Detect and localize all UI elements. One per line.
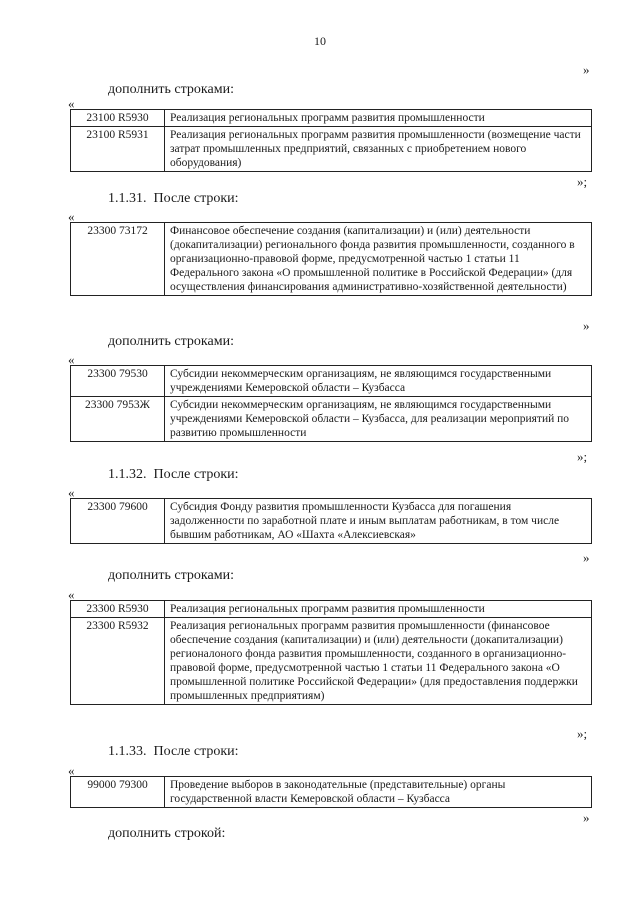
code-cell: 23100 R5931	[71, 127, 165, 172]
open-quote: «	[68, 352, 75, 367]
close-quote: »;	[577, 726, 588, 741]
close-quote: »	[583, 550, 590, 565]
codes-table	[70, 600, 592, 705]
section-title: После строки:	[153, 467, 239, 482]
description-cell: Реализация региональных программ развития промышленности	[165, 601, 592, 618]
open-quote: «	[68, 209, 75, 224]
description-cell: Проведение выборов в законодательные (представительные) органы государственной власти Кемеровской области – Кузбасса	[165, 777, 592, 808]
section-title: После строки:	[153, 191, 239, 206]
table-row	[71, 223, 592, 296]
section-number: 1.1.32.	[108, 467, 147, 482]
code-cell: 23300 R5932	[71, 618, 165, 705]
open-quote: «	[68, 763, 75, 778]
close-quote: »	[583, 810, 590, 825]
section-heading	[108, 467, 239, 483]
description-cell: Реализация региональных программ развития промышленности (финансовое обеспечение создания (капитализации) и (или) деятельности (докапитализации) регионалоного фонда развития промышленности, созданного в организационно-правовой форме, предусмотренной частью 1 статьи 11 Федерального закона «О промышленной политике Российской Федерации» (для предоставления поддержки промышленных предприятиям)	[165, 618, 592, 705]
description-cell: Субсидия Фонду развития промышленности Кузбасса для погашения задолженности по заработной плате и иным выплатам работникам, в том числе бывшим работникам, АО «Шахта «Алексиевская»	[165, 499, 592, 544]
code-cell: 23300 79530	[71, 366, 165, 397]
codes-table	[70, 498, 592, 544]
open-quote: «	[68, 485, 75, 500]
table-row	[71, 777, 592, 808]
description-cell: Реализация региональных программ развития промышленности (возмещение части затрат промышленных предприятий, связанных с приобретением нового оборудования)	[165, 127, 592, 172]
code-cell: 23100 R5930	[71, 110, 165, 127]
section-number: 1.1.31.	[108, 191, 147, 206]
code-cell: 23300 R5930	[71, 601, 165, 618]
close-quote: »;	[577, 449, 588, 464]
close-quote: »;	[577, 174, 588, 189]
table-row	[71, 366, 592, 397]
code-cell: 99000 79300	[71, 777, 165, 808]
page-number: 10	[314, 34, 326, 48]
add-rows-heading: дополнить строками:	[108, 568, 234, 583]
section-title: После строки:	[153, 744, 239, 759]
code-cell: 23300 7953Ж	[71, 397, 165, 442]
description-cell: Финансовое обеспечение создания (капитализации) и (или) деятельности (докапитализации) регионального фонда развития промышленности, созданного в организационно-правовой форме, предусмотренной частью 1 статьи 11 Федерального закона «О промышленной политике в Российской Федерации» (для осуществления финансирования административно-хозяйственной деятельности)	[165, 223, 592, 296]
add-row-heading: дополнить строкой:	[108, 826, 226, 841]
close-quote: »	[583, 62, 590, 77]
table-row	[71, 397, 592, 442]
close-quote: »	[583, 318, 590, 333]
codes-table	[70, 109, 592, 172]
add-rows-heading: дополнить строками:	[108, 82, 234, 97]
table-row	[71, 601, 592, 618]
table-row	[71, 499, 592, 544]
description-cell: Субсидии некоммерческим организациям, не являющимся государственными учреждениями Кемеровской области – Кузбасса	[165, 366, 592, 397]
codes-table	[70, 222, 592, 296]
table-row	[71, 127, 592, 172]
open-quote: «	[68, 96, 75, 111]
section-number: 1.1.33.	[108, 744, 147, 759]
code-cell: 23300 79600	[71, 499, 165, 544]
description-cell: Реализация региональных программ развития промышленности	[165, 110, 592, 127]
codes-table	[70, 776, 592, 808]
section-heading	[108, 191, 239, 207]
description-cell: Субсидии некоммерческим организациям, не являющимся государственными учреждениями Кемеровской области – Кузбасса, для реализации мероприятий по развитию промышленности	[165, 397, 592, 442]
open-quote: «	[68, 587, 75, 602]
add-rows-heading: дополнить строками:	[108, 334, 234, 349]
section-heading	[108, 744, 239, 760]
code-cell: 23300 73172	[71, 223, 165, 296]
codes-table	[70, 365, 592, 442]
table-row	[71, 110, 592, 127]
table-row	[71, 618, 592, 705]
